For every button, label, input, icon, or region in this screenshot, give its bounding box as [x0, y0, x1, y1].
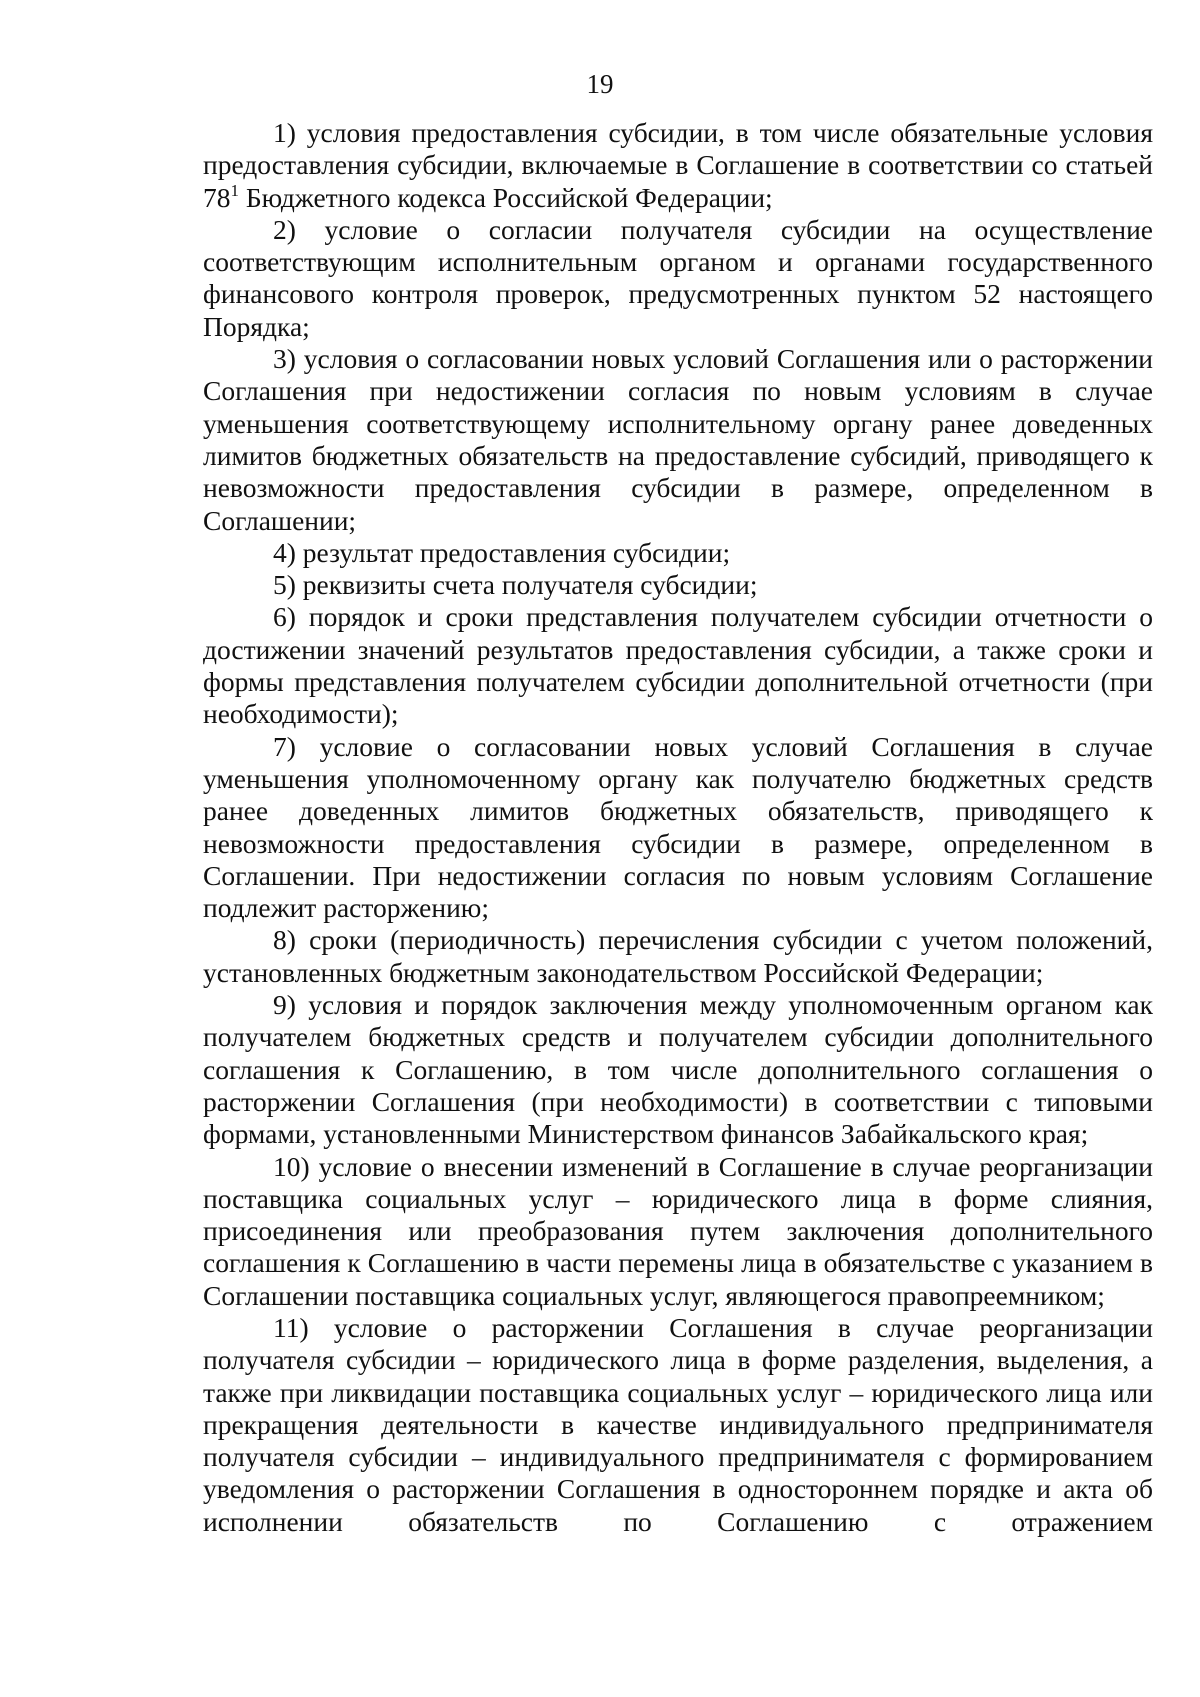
list-item-3: 3) условия о согласовании новых условий Соглашения или о расторжении Соглашения при недостижении согласия по новым условиям в случае уменьшения соответствующему исполнительному органу ранее доведенных лимитов бюджетных обязательств на предоставление субсидий, приводящего к невозможности предоставления субсидии в размере, определенном в Соглашении; — [203, 343, 1153, 536]
list-item-10: 10) условие о внесении изменений в Соглашение в случае реорганизации поставщика социальных услуг – юридического лица в форме слияния, присоединения или преобразования путем заключения дополнительного соглашения к Соглашению в части перемены лица в обязательстве с указанием в Соглашении поставщика социальных услуг, являющегося правопреемником; — [203, 1150, 1153, 1311]
list-item-2: 2) условие о согласии получателя субсидии на осуществление соответствующим исполнительным органом и органами государственного финансового контроля проверок, предусмотренных пунктом 52 настоящего Порядка; — [203, 213, 1153, 342]
list-item-9: 9) условия и порядок заключения между уполномоченным органом как получателем бюджетных средств и получателем субсидии дополнительного соглашения к Соглашению, в том числе дополнительного соглашения о расторжении Соглашения (при необходимости) в соответствии с типовыми формами, установленными Министерством финансов Забайкальского края; — [203, 989, 1153, 1150]
list-item-8: 8) сроки (периодичность) перечисления субсидии с учетом положений, установленных бюджетным законодательством Российской Федерации; — [203, 924, 1153, 988]
document-body — [203, 117, 1153, 1538]
list-item-1-text: 1) условия предоставления субсидии, в том числе обязательные условия предоставления субсидии, включаемые в Соглашение в соответствии со статьей 78 — [203, 117, 1153, 213]
list-item-11: 11) условие о расторжении Соглашения в случае реорганизации получателя субсидии – юридического лица в форме разделения, выделения, а также при ликвидации поставщика социальных услуг – юридического лица или прекращения деятельности в качестве индивидуального предпринимателя получателя субсидии – индивидуального предпринимателя с формированием уведомления о расторжении Соглашения в одностороннем порядке и акта об исполнении обязательств по Соглашению с отражением — [203, 1311, 1153, 1537]
list-item-4: 4) результат предоставления субсидии; — [273, 536, 731, 568]
list-item-1 — [203, 117, 1153, 214]
page-number: 19 — [586, 69, 614, 99]
list-item-6: 6) порядок и сроки представления получателем субсидии отчетности о достижении значений результатов предоставления субсидии, а также сроки и формы представления получателем субсидии дополнительной отчетности (при необходимости); — [203, 601, 1153, 730]
superscript-article-index: 1 — [230, 180, 239, 200]
list-item-7: 7) условие о согласовании новых условий Соглашения в случае уменьшения уполномоченному органу как получателю бюджетных средств ранее доведенных лимитов бюджетных обязательств, приводящего к невозможности предоставления субсидии в размере, определенном в Соглашении. При недостижении согласия по новым условиям Соглашение подлежит расторжению; — [203, 730, 1153, 924]
list-item-1-text-end: Бюджетного кодекса Российской Федерации; — [239, 181, 773, 213]
list-item-5: 5) реквизиты счета получателя субсидии; — [273, 569, 758, 601]
